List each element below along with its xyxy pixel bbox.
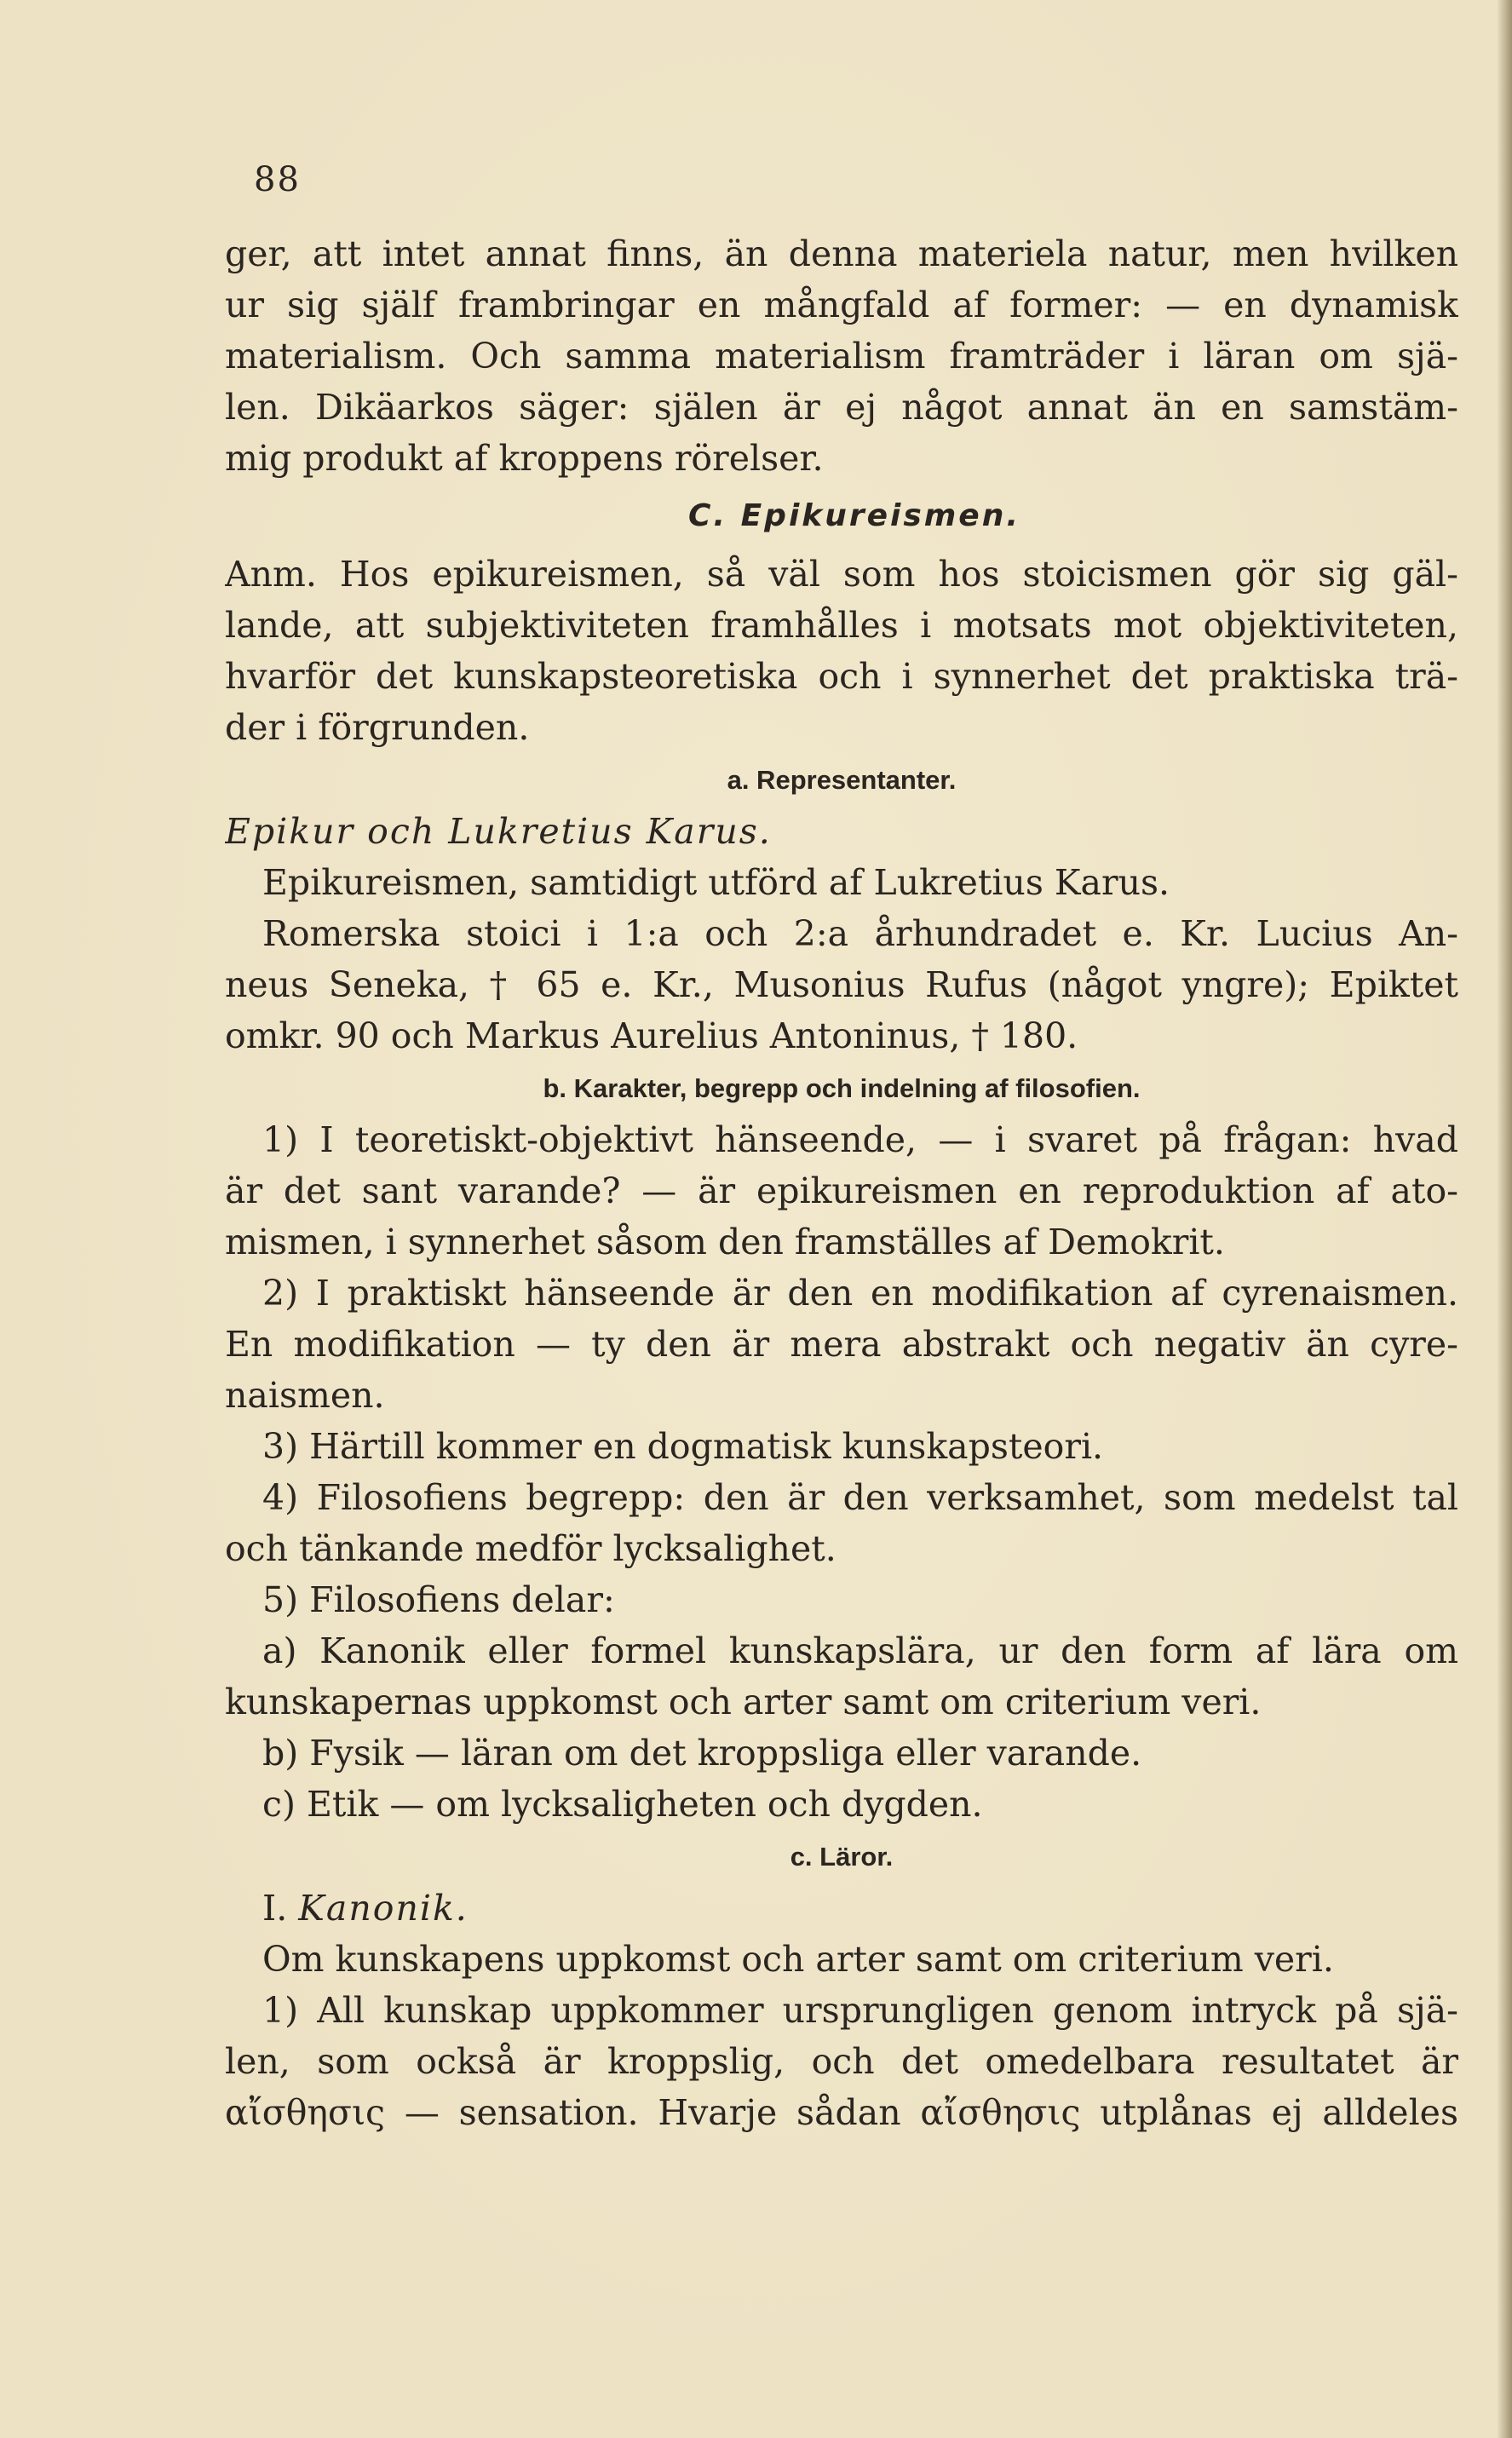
text-line: materialism. Och samma materialism framträder i läran om sjä- <box>225 336 1458 377</box>
text-line: der i förgrunden. <box>225 707 530 748</box>
text-line: En modifikation — ty den är mera abstrakt och negativ än cyre- <box>225 1324 1458 1365</box>
text-line: mismen, i synnerhet såsom den framställes af Demokrit. <box>225 1222 1225 1262</box>
subheading-karakter: b. Karakter, begrepp och indelning af filosofien. <box>543 1073 1141 1103</box>
text-line: 1) All kunskap uppkommer ursprungligen genom intryck på sjä- <box>262 1990 1458 2031</box>
text-line: αἴσθησις — sensation. Hvarje sådan αἴσθησις utplånas ej alldeles <box>225 2092 1458 2133</box>
kanonik-title: Kanonik. <box>298 1888 469 1929</box>
text-line: neus Seneka, † 65 e. Kr., Musonius Rufus (något yngre); Epiktet <box>225 964 1458 1005</box>
text-line: 2) I praktiskt hänseende är den en modifikation af cyrenaismen. <box>262 1273 1458 1314</box>
text-line: mig produkt af kroppens rörelser. <box>225 438 824 479</box>
text-line: len, som också är kroppslig, och det omedelbara resultatet är <box>225 2041 1458 2082</box>
text-line: och tänkande medför lycksalighet. <box>225 1528 836 1569</box>
section-heading-epikureismen: C. Epikureismen. <box>687 498 1021 533</box>
text-body <box>225 228 1458 2138</box>
text-line: lande, att subjektiviteten framhålles i motsats mot objektiviteten, <box>225 605 1458 646</box>
text-line: naismen. <box>225 1375 385 1416</box>
page-edge-shadow <box>1497 0 1512 2438</box>
text-line: hvarför det kunskapsteoretiska och i synnerhet det praktiska trä- <box>225 656 1458 697</box>
text-line: 5) Filosofiens delar: <box>262 1579 615 1620</box>
text-line: 3) Härtill kommer en dogmatisk kunskapsteori. <box>262 1426 1104 1467</box>
kanonik-heading <box>225 1883 1458 1934</box>
text-line: 1) I teoretiskt-objektivt hänseende, — i svaret på frågan: hvad <box>262 1119 1458 1160</box>
text-line: kunskapernas uppkomst och arter samt om criterium veri. <box>225 1682 1262 1722</box>
page-number: 88 <box>254 160 301 199</box>
text-line: Anm. Hos epikureismen, så väl som hos stoicismen gör sig gäl- <box>225 554 1458 595</box>
text-line: ger, att intet annat finns, än denna materiela natur, men hvilken <box>225 233 1458 274</box>
subheading-laror: c. Läror. <box>790 1842 894 1872</box>
text-line: a) Kanonik eller formel kunskapslära, ur den form af lära om <box>262 1630 1458 1671</box>
text-line: 4) Filosofiens begrepp: den är den verksamhet, som medelst tal <box>262 1477 1458 1518</box>
representatives-title: Epikur och Lukretius Karus. <box>225 811 772 852</box>
text-line: Romerska stoici i 1:a och 2:a århundradet e. Kr. Lucius An- <box>262 913 1458 954</box>
text-line: omkr. 90 och Markus Aurelius Antoninus, † 180. <box>225 1015 1078 1056</box>
text-line: ur sig själf frambringar en mångfald af former: — en dynamisk <box>225 285 1458 325</box>
text-line: är det sant varande? — är epikureismen en reproduktion af ato- <box>225 1170 1458 1211</box>
text-line: b) Fysik — läran om det kroppsliga eller varande. <box>262 1733 1142 1774</box>
subheading-representanter: a. Representanter. <box>727 765 957 795</box>
text-line: Epikureismen, samtidigt utförd af Lukretius Karus. <box>262 862 1170 903</box>
text-line: len. Dikäarkos säger: själen är ej något annat än en samstäm- <box>225 387 1458 428</box>
text-line: c) Etik — om lycksaligheten och dygden. <box>262 1784 983 1825</box>
kanonik-number: I. <box>262 1888 288 1929</box>
text-line: Om kunskapens uppkomst och arter samt om criterium veri. <box>262 1939 1334 1980</box>
